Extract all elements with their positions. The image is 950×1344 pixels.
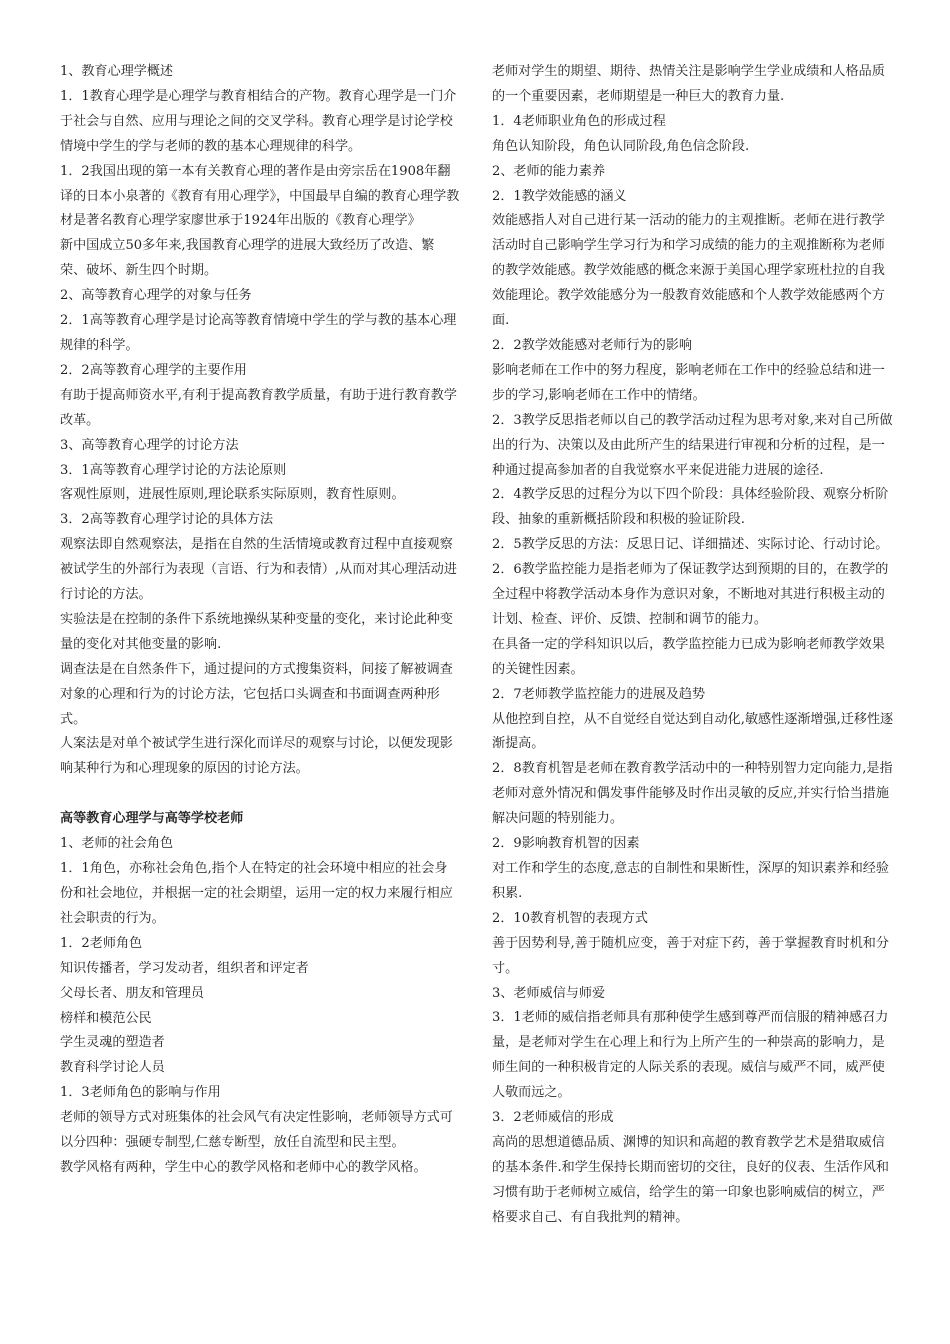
paragraph: 2．2高等教育心理学的主要作用 <box>60 362 247 378</box>
paragraph: 人案法是对单个被试学生进行深化而详尽的观察与讨论，以便发现影响某种行为和心理现象的原因的讨论方法。 <box>60 736 453 777</box>
paragraph: 新中国成立50多年来,我国教育心理学的进展大致经历了改造、繁荣、破坏、新生四个时期。 <box>60 238 435 279</box>
paragraph: 2．3教学反思指老师以自己的教学活动过程为思考对象,来对自己所做出的行为、决策以及由此所产生的结果进行审视和分析的过程，是一种通过提高参加者的自我觉察水平来促进能力进展的途径. <box>492 412 893 478</box>
paragraph: 高尚的思想道德品质、渊博的知识和高超的教育教学艺术是猎取威信的基本条件.和学生保持长期而密切的交往，良好的仪表、生活作风和习惯有助于老师树立威信，给学生的第一印象也影响威信的树立，严格要求自己、有自我批判的精神。 <box>492 1134 889 1225</box>
paragraph: 3．1高等教育心理学讨论的方法论原则 <box>60 462 287 478</box>
section-heading: 2、老师的能力素养 <box>492 163 606 179</box>
paragraph: 2．8教育机智是老师在教育教学活动中的一种特别智力定向能力,是指老师对意外情况和偶发事件能够及时作出灵敏的反应,并实行恰当措施解决问题的特别能力。 <box>492 761 893 827</box>
paragraph: 2．6教学监控能力是指老师为了保证教学达到预期的目的，在教学的全过程中将教学活动本身作为意识对象，不断地对其进行积极主动的计划、检查、评价、反馈、控制和调节的能力。 <box>492 562 889 627</box>
chapter-title: 高等教育心理学与高等学校老师 <box>60 811 244 827</box>
list-item: 学生灵魂的塑造者 <box>60 1035 165 1051</box>
paragraph: 2．10教育机智的表现方式 <box>492 910 648 926</box>
paragraph: 老师对学生的期望、期待、热情关注是影响学生学业成绩和人格品质的一个重要因素，老师期望是一种巨大的教育力量. <box>492 64 885 104</box>
section-heading: 1、老师的社会角色 <box>60 836 174 852</box>
list-item: 知识传播者，学习发动者，组织者和评定者 <box>60 960 309 976</box>
blank-line <box>60 782 460 807</box>
paragraph: 影响老师在工作中的努力程度，影响老师在工作中的经验总结和进一步的学习,影响老师在工作中的情绪。 <box>492 362 885 403</box>
list-item: 榜样和模范公民 <box>60 1010 152 1026</box>
paragraph: 2．5教学反思的方法：反思日记、详细描述、实际讨论、行动讨论。 <box>492 537 889 553</box>
section-heading: 2、高等教育心理学的对象与任务 <box>60 288 252 304</box>
paragraph: 老师的领导方式对班集体的社会风气有决定性影响，老师领导方式可以分四种：强硬专制型,仁慈专断型，放任自流型和民主型。 <box>60 1110 453 1151</box>
paragraph: 2．2教学效能感对老师行为的影响 <box>492 337 692 353</box>
section-heading: 3、高等教育心理学的讨论方法 <box>60 437 239 453</box>
paragraph: 1．1角色，亦称社会角色,指个人在特定的社会环境中相应的社会身份和社会地位，并根据一定的社会期望，运用一定的权力来履行相应社会职责的行为。 <box>60 861 453 926</box>
paragraph: 3．2老师威信的形成 <box>492 1110 614 1126</box>
paragraph: 1．2我国出现的第一本有关教育心理的著作是由旁宗岳在1908年翻译的日本小泉著的《教育有用心理学》，中国最早自编的教育心理学教材是著名教育心理学家廖世承于1924年出版的《教育心理学》 <box>60 163 460 229</box>
paragraph: 3．2高等教育心理学讨论的具体方法 <box>60 512 274 528</box>
paragraph: 2．9影响教育机智的因素 <box>492 836 640 852</box>
paragraph: 1．2老师角色 <box>60 935 143 951</box>
paragraph: 实验法是在控制的条件下系统地操纵某种变量的变化，来讨论此种变量的变化对其他变量的影响. <box>60 611 453 652</box>
paragraph: 1．4老师职业角色的形成过程 <box>492 113 666 129</box>
section-heading: 3、老师威信与师爱 <box>492 985 606 1001</box>
paragraph: 在具备一定的学科知识以后，教学监控能力已成为影响老师教学效果的关键性因素。 <box>492 636 885 677</box>
left-column <box>60 60 460 1181</box>
paragraph: 1．3老师角色的影响与作用 <box>60 1085 221 1101</box>
paragraph: 3．1老师的威信指老师具有那种使学生感到尊严而信服的精神感召力量，是老师对学生在心理上和行为上所产生的一种崇高的影响力，是师生间的一种积极肯定的人际关系的表现。威信与威严不同，威严使人敬而远之。 <box>492 1010 889 1101</box>
paragraph: 2．4教学反思的过程分为以下四个阶段：具体经验阶段、观察分析阶段、抽象的重新概括阶段和积极的验证阶段. <box>492 487 889 528</box>
paragraph: 有助于提高师资水平,有利于提高教育教学质量，有助于进行教育教学改革。 <box>60 387 457 428</box>
paragraph: 1．1教育心理学是心理学与教育相结合的产物。教育心理学是一门介于社会与自然、应用与理论之间的交叉学科。教育心理学是讨论学校情境中学生的学与老师的教的基本心理规律的科学。 <box>60 88 457 154</box>
paragraph: 对工作和学生的态度,意志的自制性和果断性，深厚的知识素养和经验积累. <box>492 861 889 901</box>
right-column <box>492 60 894 1231</box>
paragraph: 从他控到自控，从不自觉经自觉达到自动化,敏感性逐渐增强,迁移性逐渐提高。 <box>492 711 894 752</box>
paragraph: 观察法即自然观察法，是指在自然的生活情境或教育过程中直接观察被试学生的外部行为表现（言语、行为和表情）,从而对其心理活动进行讨论的方法。 <box>60 537 457 603</box>
paragraph: 善于因势利导,善于随机应变，善于对症下药，善于掌握教育时机和分寸。 <box>492 935 889 976</box>
paragraph: 客观性原则，进展性原则,理论联系实际原则，教育性原则。 <box>60 487 405 503</box>
paragraph: 角色认知阶段，角色认同阶段,角色信念阶段. <box>492 138 750 154</box>
section-heading: 1、教育心理学概述 <box>60 64 174 79</box>
list-item: 父母长者、朋友和管理员 <box>60 985 205 1001</box>
paragraph: 2．1高等教育心理学是讨论高等教育情境中学生的学与教的基本心理规律的科学。 <box>60 313 457 353</box>
paragraph: 2．1教学效能感的涵义 <box>492 188 627 204</box>
list-item: 教育科学讨论人员 <box>60 1060 165 1076</box>
paragraph: 调查法是在自然条件下，通过提问的方式搜集资料，间接了解被调查对象的心理和行为的讨论方法，它包括口头调查和书面调查两种形式。 <box>60 661 453 727</box>
paragraph: 2．7老师教学监控能力的进展及趋势 <box>492 686 706 702</box>
paragraph: 教学风格有两种，学生中心的教学风格和老师中心的教学风格。 <box>60 1159 427 1175</box>
paragraph: 效能感指人对自己进行某一活动的能力的主观推断。老师在进行教学活动时自己影响学生学习行为和学习成绩的能力的主观推断称为老师的教学效能感。教学效能感的概念来源于美国心理学家班杜拉的自我效能理论。教学效能感分为一般教育效能感和个人教学效能感两个方面. <box>492 213 885 329</box>
